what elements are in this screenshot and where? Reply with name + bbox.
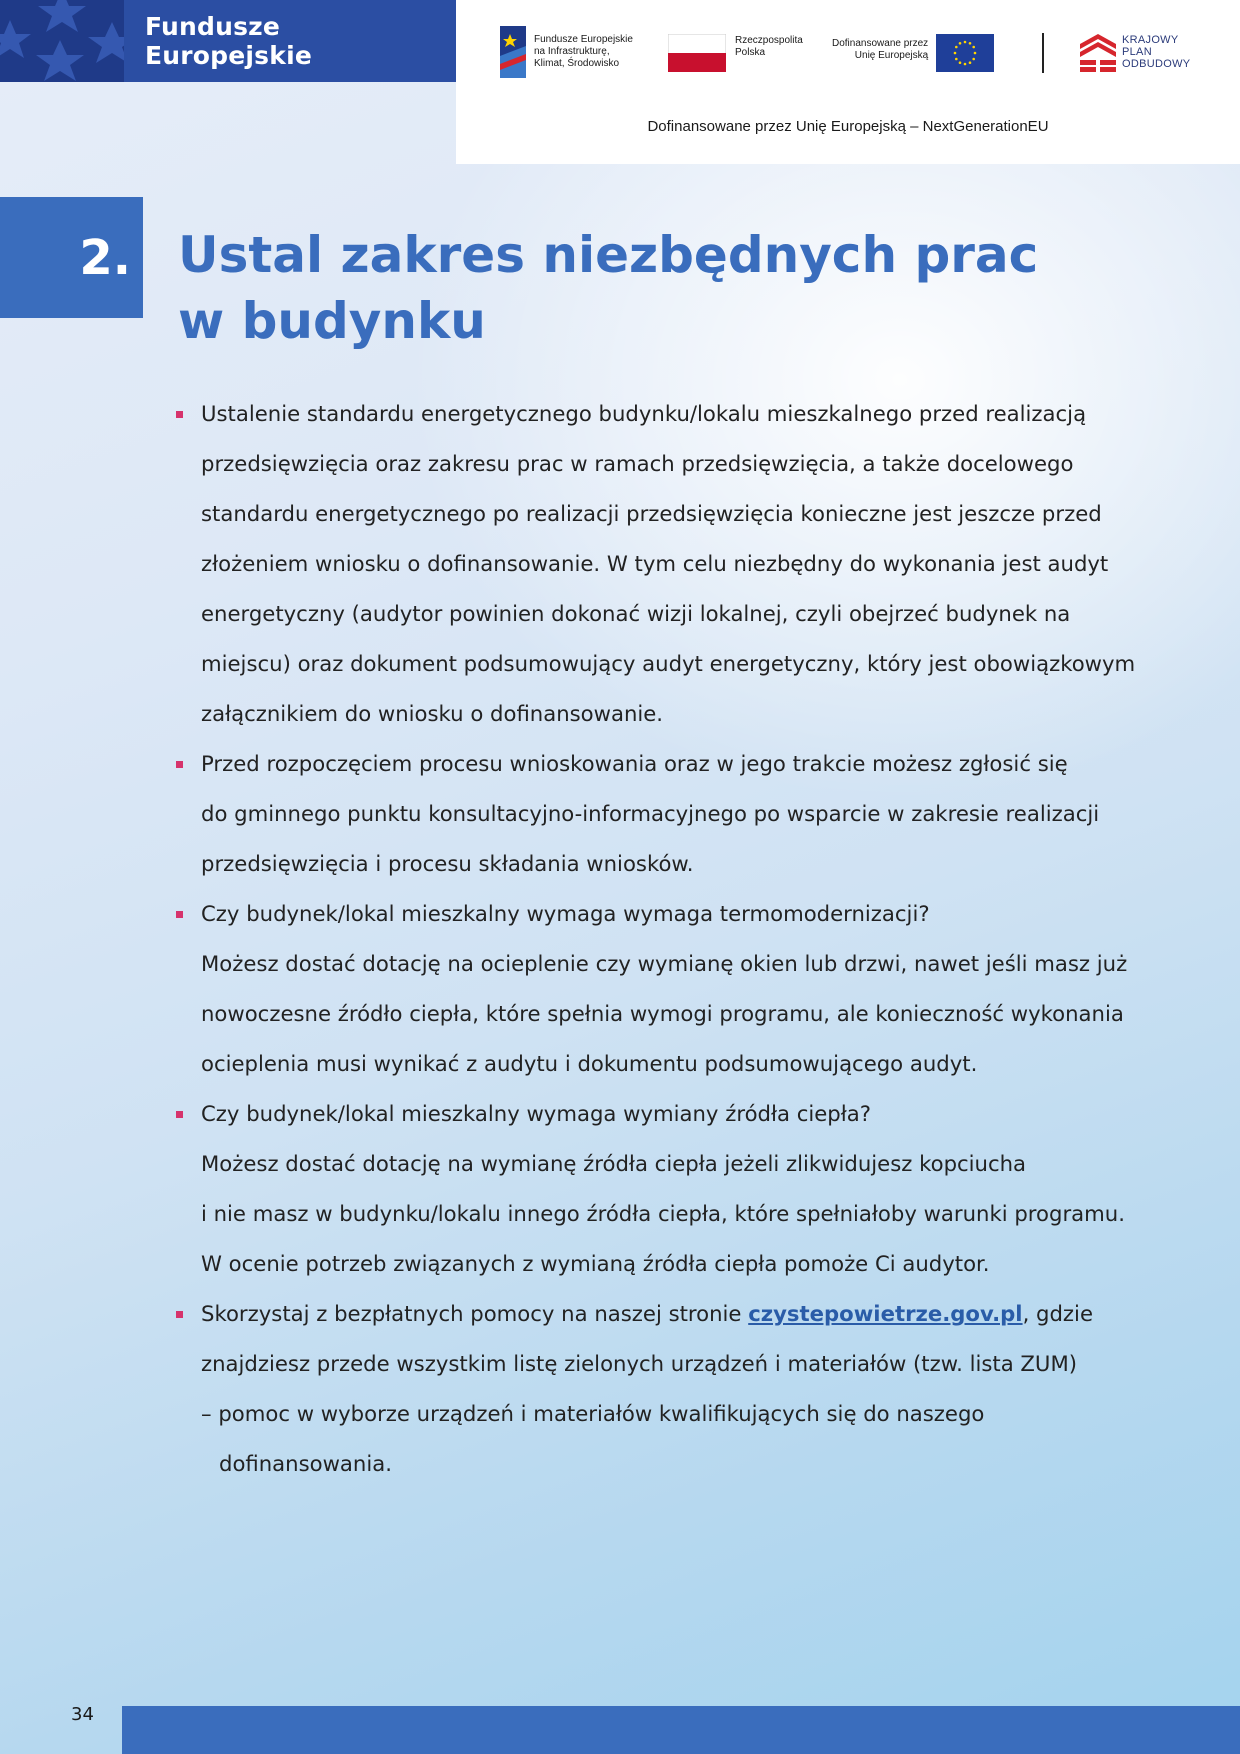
bullet-line: i nie masz w budynku/lokalu innego źródła ciepła, które spełniałoby warunki programu. <box>201 1201 1125 1226</box>
brand-title: Fundusze Europejskie <box>144 12 313 70</box>
polish-flag-icon <box>668 34 726 72</box>
logo-rp-line-1: Rzeczpospolita <box>735 35 803 46</box>
bullet-line: standardu energetycznego po realizacji przedsięwzięcia konieczne jest jeszcze przed <box>201 501 1102 526</box>
bullet-line: przedsięwzięcia i procesu składania wniosków. <box>201 851 694 876</box>
bullet-line: nowoczesne źródło ciepła, które spełnia wymogi programu, ale konieczność wykonania <box>201 1001 1124 1026</box>
bullet-item-thermo <box>176 889 1176 1089</box>
bullet-line: energetyczny (audytor powinien dokonać wizji lokalnej, czyli obejrzeć budynek na <box>201 601 1071 626</box>
bullet-line: złożeniem wniosku o dofinansowanie. W tym celu niezbędny do wykonania jest audyt <box>201 551 1109 576</box>
logo-kpo <box>1080 32 1190 72</box>
bullet-item-website <box>176 1289 1176 1489</box>
bullet-line: W ocenie potrzeb związanych z wymianą źródła ciepła pomoże Ci audytor. <box>201 1251 990 1276</box>
logo-rp <box>668 34 803 72</box>
content-body <box>176 389 1176 1489</box>
cofunded-note: Dofinansowane przez Unię Europejską – NextGenerationEU <box>647 118 1049 135</box>
bullet-line-with-link <box>201 1289 1176 1339</box>
section-title-line-2: w budynku <box>178 292 486 350</box>
website-link[interactable]: czystepowietrze.gov.pl <box>748 1301 1023 1326</box>
logo-ue-line-2: Unię Europejską <box>854 50 929 61</box>
bullet-line: do gminnego punktu konsultacyjno-informacyjnego po wsparcie w zakresie realizacji <box>201 801 1100 826</box>
logo-separator <box>1042 33 1044 73</box>
logo-kpo-line-3: ODBUDOWY <box>1122 58 1191 70</box>
logo-ue <box>832 34 994 72</box>
bullet-line: przedsięwzięcia oraz zakresu prac w ramach przedsięwzięcia, a także docelowego <box>201 451 1074 476</box>
bullet-line: Czy budynek/lokal mieszkalny wymaga wymiany źródła ciepła? <box>201 1101 871 1126</box>
bullet-line: Możesz dostać dotację na wymianę źródła ciepła jeżeli zlikwidujesz kopciucha <box>201 1151 1027 1176</box>
logo-ue-line-1: Dofinansowane przez <box>832 38 929 49</box>
bullet-item-audit <box>176 389 1176 739</box>
bullet-item-heat-source <box>176 1089 1176 1289</box>
logo-bar <box>456 0 1240 164</box>
bullet-line: Możesz dostać dotację na ocieplenie czy wymianę okien lub drzwi, nawet jeśli masz już <box>201 951 1128 976</box>
logo-kpo-line-2: PLAN <box>1122 46 1152 58</box>
logo-rp-line-2: Polska <box>735 47 766 58</box>
logo-fe-program <box>500 26 633 78</box>
fe-flag-icon <box>500 26 526 78</box>
logo-fe-line-1: Fundusze Europejskie <box>534 34 633 45</box>
bullet-line: załącznikiem do wniosku o dofinansowanie. <box>201 701 664 726</box>
section-title <box>178 222 1078 354</box>
section-title-line-1: Ustal zakres niezbędnych prac <box>178 226 1039 284</box>
bullet-line: – pomoc w wyborze urządzeń i materiałów kwalifikujących się do naszego <box>201 1401 985 1426</box>
bullet-item-consultation <box>176 739 1176 889</box>
stars-graphic <box>0 0 124 82</box>
brand-band <box>0 0 456 82</box>
link-lead-text: Skorzystaj z bezpłatnych pomocy na naszej stronie <box>201 1301 749 1326</box>
logo-fe-line-3: Klimat, Środowisko <box>534 58 620 69</box>
bullet-line: ocieplenia musi wynikać z audytu i dokumentu podsumowującego audyt. <box>201 1051 978 1076</box>
bullet-line: znajdziesz przede wszystkim listę zielonych urządzeń i materiałów (tzw. lista ZUM) <box>201 1351 1077 1376</box>
page-number: 34 <box>71 1704 94 1725</box>
bullet-list <box>176 389 1176 1489</box>
logo-kpo-line-1: KRAJOWY <box>1122 34 1179 46</box>
bullet-line: miejscu) oraz dokument podsumowujący audyt energetyczny, który jest obowiązkowym <box>201 651 1136 676</box>
bullet-line: dofinansowania. <box>219 1451 392 1476</box>
bullet-line: Przed rozpoczęciem procesu wnioskowania oraz w jego trakcie możesz zgłosić się <box>201 751 1068 776</box>
link-trail-text: , gdzie <box>1022 1301 1093 1326</box>
bullet-line: Ustalenie standardu energetycznego budynku/lokalu mieszkalnego przed realizacją <box>201 401 1087 426</box>
footer-bar <box>122 1706 1240 1754</box>
bullet-line: Czy budynek/lokal mieszkalny wymaga wymaga termomodernizacji? <box>201 901 930 926</box>
section-number: 2. <box>0 197 143 318</box>
eu-flag-icon <box>936 34 994 72</box>
kpo-mark-icon <box>1080 32 1116 72</box>
logo-fe-line-2: na Infrastrukturę, <box>534 46 610 57</box>
